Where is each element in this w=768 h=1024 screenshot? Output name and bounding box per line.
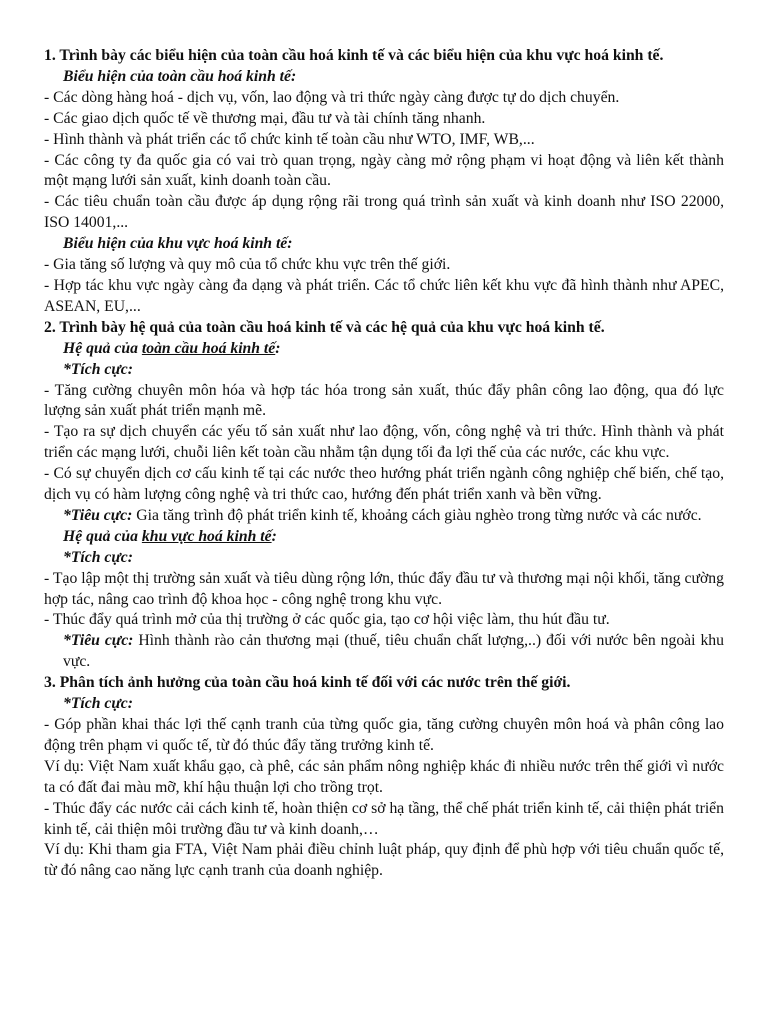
global-consequences-underlined: toàn cầu hoá kinh tế [141,339,276,357]
global-negative-text: Gia tăng trình độ phát triển kinh tế, khoảng cách giàu nghèo trong từng nước và các nước. [132,506,702,524]
regional-consequences-prefix: Hệ quả của [63,527,142,545]
regional-negative-text: Hình thành rào cản thương mại (thuế, tiêu chuẩn chất lượng,..) đối với nước bên ngoài khu vực. [63,632,724,671]
list-item: - Các giao dịch quốc tế về thương mại, đầu tư và tài chính tăng nhanh. [44,109,486,127]
list-item: - Các công ty đa quốc gia có vai trò quan trọng, ngày càng mở rộng phạm vi hoạt động và liên kết thành một mạng lưới sản xuất, kinh doanh toàn cầu. [44,151,724,190]
list-item: - Hình thành và phát triển các tổ chức kinh tế toàn cầu như WTO, IMF, WB,... [44,130,535,148]
global-positive-label: *Tích cực: [63,360,133,378]
regional-consequences-suffix: : [271,527,277,545]
list-item: - Gia tăng số lượng và quy mô của tổ chức khu vực trên thế giới. [44,256,451,274]
list-item: - Thúc đẩy quá trình mở của thị trường ở các quốc gia, tạo cơ hội việc làm, thu hút đầu tư. [44,611,610,629]
global-consequences-prefix: Hệ quả của [63,339,142,357]
list-item: - Góp phần khai thác lợi thế cạnh tranh của từng quốc gia, tăng cường chuyên môn hoá và phân công lao động trên phạm vi quốc tế, từ đó thúc đẩy tăng trưởng kinh tế. [44,716,724,754]
regional-consequences-underlined: khu vực hoá kinh tế [141,527,272,545]
global-consequences-title [44,339,724,360]
regional-negative-paragraph [44,631,724,673]
list-item: - Có sự chuyển dịch cơ cấu kinh tế tại các nước theo hướng phát triển ngành công nghiệp chế biến, chế tạo, dịch vụ có hàm lượng công nghệ và tri thức cao, hướng đến phát triển xanh và bền vững. [44,465,724,504]
global-negative-paragraph [44,506,724,527]
question-2-heading: 2. Trình bày hệ quả của toàn cầu hoá kinh tế và các hệ quả của khu vực hoá kinh tế. [44,318,605,336]
question-1-heading: 1. Trình bày các biểu hiện của toàn cầu hoá kinh tế và các biểu hiện của khu vực hoá kinh tế. [44,47,664,64]
regional-positive-label: *Tích cực: [63,548,133,566]
list-item: - Thúc đẩy các nước cải cách kinh tế, hoàn thiện cơ sở hạ tầng, thể chế phát triển kinh tế, cải thiện phát triển kinh tế, cải thiện môi trường đầu tư và kinh doanh,… [44,799,724,838]
global-manifestations-title: Biểu hiện của toàn cầu hoá kinh tế: [63,67,297,85]
list-item: - Tạo lập một thị trường sản xuất và tiêu dùng rộng lớn, thúc đẩy đầu tư và thương mại nội khối, tăng cường hợp tác, nâng cao trình độ khoa học - công nghệ trong khu vực. [44,569,724,608]
list-item: - Các dòng hàng hoá - dịch vụ, vốn, lao động và tri thức ngày càng được tự do dịch chuyển. [44,88,620,106]
regional-negative-label: *Tiêu cực: [63,632,134,650]
document-page [44,46,724,882]
regional-consequences-title [44,527,724,548]
question-3-heading: 3. Phân tích ảnh hưởng của toàn cầu hoá kinh tế đối với các nước trên thế giới. [44,674,571,692]
list-item: - Tạo ra sự dịch chuyển các yếu tố sản xuất như lao động, vốn, công nghệ và tri thức. Hình thành và phát triển các mạng lưới, chuỗi liên kết toàn cầu nhằm tận dụng tối đa lợi thế của các nước, các khu vực. [44,423,724,462]
example-paragraph: Ví dụ: Việt Nam xuất khẩu gạo, cà phê, các sản phẩm nông nghiệp khác đi nhiều nước trên thế giới vì nước ta có đất đai màu mỡ, khí hậu thuận lợi cho trồng trọt. [44,757,724,796]
regional-manifestations-title: Biểu hiện của khu vực hoá kinh tế: [63,235,293,253]
q3-positive-label: *Tích cực: [63,695,133,713]
global-negative-label: *Tiêu cực: [63,506,133,524]
list-item: - Tăng cường chuyên môn hóa và hợp tác hóa trong sản xuất, thúc đẩy phân công lao động, qua đó lực lượng sản xuất phát triển mạnh mẽ. [44,381,724,420]
example-paragraph: Ví dụ: Khi tham gia FTA, Việt Nam phải điều chỉnh luật pháp, quy định để phù hợp với tiêu chuẩn quốc tế, từ đó nâng cao năng lực cạnh tranh của doanh nghiệp. [44,841,724,880]
global-consequences-suffix: : [275,339,281,357]
list-item: - Hợp tác khu vực ngày càng đa dạng và phát triển. Các tổ chức liên kết khu vực đã hình thành như APEC, ASEAN, EU,... [44,276,724,315]
list-item: - Các tiêu chuẩn toàn cầu được áp dụng rộng rãi trong quá trình sản xuất và kinh doanh như ISO 22000, ISO 14001,... [44,193,724,232]
